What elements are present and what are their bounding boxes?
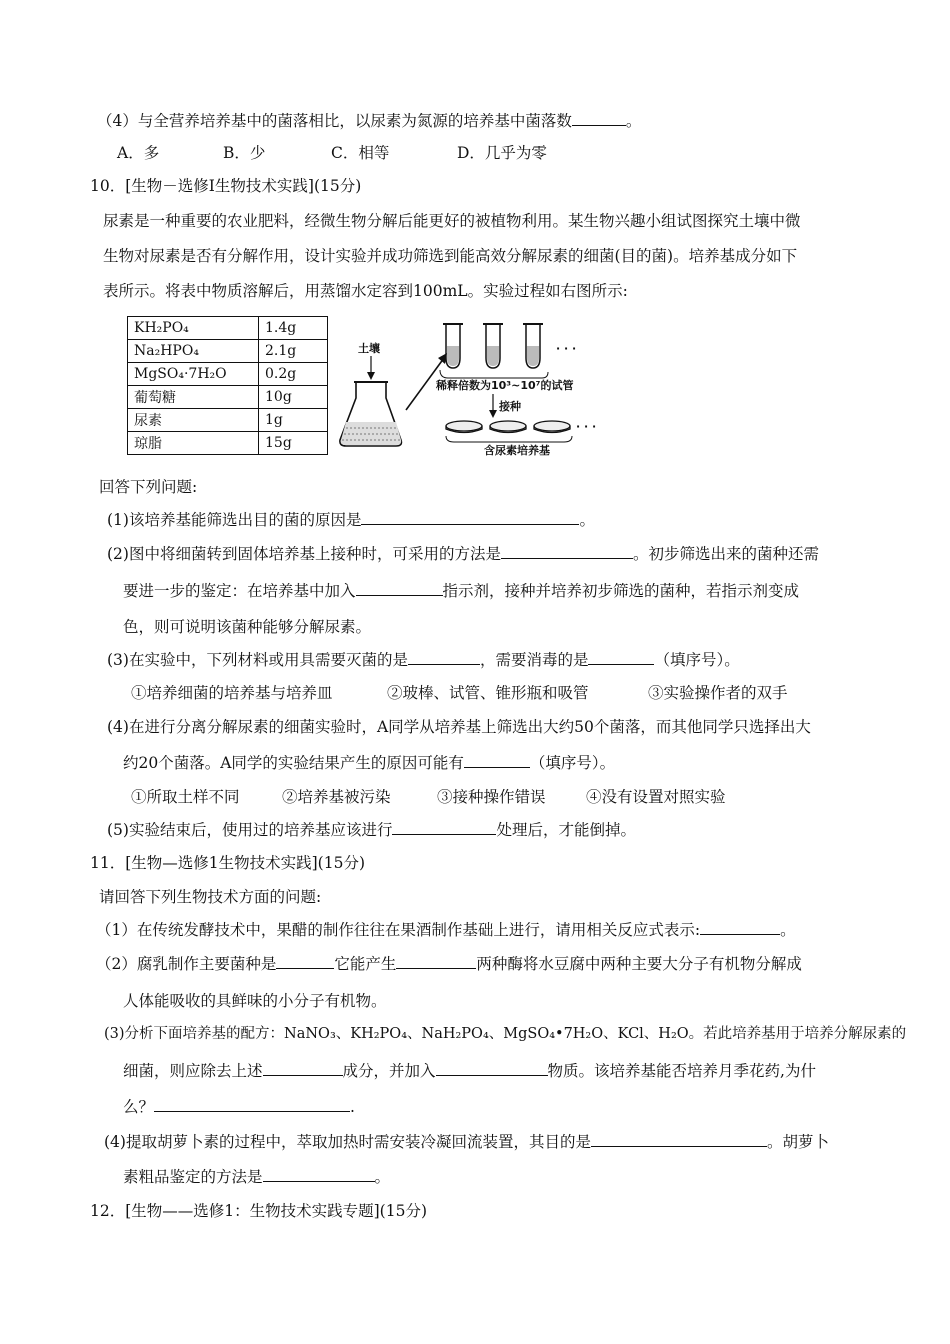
q10-sub2-text-c: 要进一步的鉴定：在培养基中加入 [123,582,356,600]
q11-sub3-line3 [123,1097,355,1117]
q11-sub2 [96,954,802,974]
soil-label: 土壤 [358,342,380,355]
table-row [128,317,328,340]
q10-sub5 [107,820,636,840]
q11-title: 11．[生物—选修1生物技术实践](15分) [90,854,365,872]
ellipsis-icon: · · · [556,342,577,355]
q11-sub4-text-c: 素粗品鉴定的方法是 [123,1168,263,1186]
q11-sub2-text-c: 两种酶将水豆腐中两种主要大分子有机物分解成 [476,955,802,973]
q9-part4-end: 。 [625,112,642,130]
experiment-diagram [336,318,608,458]
q10-sub4-line2 [123,753,615,773]
q11-sub3-text-e: 么？ [123,1098,155,1116]
answer-blank[interactable] [361,510,579,525]
answer-blank[interactable] [464,753,530,768]
inoculate-arrow-head [489,410,497,418]
option-a[interactable]: A．多 [117,144,160,162]
answer-blank[interactable] [572,111,626,126]
q11-sub1-end: 。 [780,921,796,939]
answer-blank[interactable] [392,820,496,835]
q10-sub3 [107,650,740,670]
q10-sub5-text: (5)实验结束后，使用过的培养基应该进行 [107,821,393,839]
q11-sub4-line2 [123,1167,390,1187]
table-cell-value: 2.1g [259,340,328,363]
answer-blank[interactable] [263,1061,343,1076]
q11-sub3-text-c: 成分，并加入 [342,1062,436,1080]
q10-intro-2: 生物对尿素是否有分解作用，设计实验并成功筛选到能高效分解尿素的细菌(目的菌)。培养基成分如下 [103,247,798,265]
q10-intro-1: 尿素是一种重要的农业肥料，经微生物分解后能更好的被植物利用。某生物兴趣小组试图探究土壤中微 [103,212,801,230]
answer-blank[interactable] [154,1097,350,1112]
table-cell-value: 1.4g [259,317,328,340]
q11-sub4-text-b: 。胡萝卜 [766,1133,829,1151]
experiment-figure [336,318,608,458]
petri-dish-icon [490,421,526,433]
answer-blank[interactable] [408,650,480,665]
table-row [128,409,328,432]
answer-blank[interactable] [436,1061,548,1076]
q10-sub3-text: (3)在实验中，下列材料或用具需要灭菌的是 [107,651,408,669]
option-2[interactable]: ②培养基被污染 [282,788,391,806]
q11-sub1-text: （1）在传统发酵技术中，果醋的制作往往在果酒制作基础上进行，请用相关反应式表示: [96,921,701,939]
q11-sub2-text-b: 它能产生 [334,955,397,973]
option-3[interactable]: ③接种操作错误 [437,788,546,806]
tube-bracket [440,370,548,378]
table-cell-name: MgSO₄·7H₂O [128,363,259,386]
table-cell-name: 尿素 [128,409,259,432]
medium-label: 含尿素培养基 [484,444,550,457]
table-cell-name: KH₂PO₄ [128,317,259,340]
q11-sub3-text-b: 细菌，则应除去上述 [123,1062,263,1080]
q10-sub4: (4)在进行分离分解尿素的细菌实验时，A同学从培养基上筛选出大约50个菌落，而其他同学只选择出大 [107,718,811,736]
answer-blank[interactable] [501,544,633,559]
answer-blank[interactable] [263,1167,375,1182]
petri-dish-icon [534,421,570,433]
q10-sub4-text-b: 约20个菌落。A同学的实验结果产生的原因可能有 [123,754,464,772]
q11-sub1 [96,920,796,940]
option-3[interactable]: ③实验操作者的双手 [648,684,788,702]
q10-sub2-line3: 色，则可说明该菌种能够分解尿素。 [123,618,372,636]
q10-sub3-text-c: （填序号）。 [654,651,740,669]
q11-sub4 [104,1132,829,1152]
flask-icon [340,382,402,446]
answer-blank[interactable] [276,954,334,969]
ellipsis-icon: · · · [576,420,597,433]
q11-sub3-end: . [350,1098,355,1116]
answer-blank[interactable] [591,1132,767,1147]
answer-prompt: 回答下列问题: [99,478,198,496]
q11-sub4-end: 。 [374,1168,391,1186]
q10-sub2 [107,544,819,564]
q12-title: 12．[生物——选修1：生物技术实践专题](15分) [90,1202,427,1220]
q11-sub2-line2: 人体能吸收的具鲜味的小分子有机物。 [123,992,387,1010]
petri-dish-icon [446,421,482,433]
option-b[interactable]: B．少 [223,144,266,162]
table-row [128,363,328,386]
option-4[interactable]: ④没有设置对照实验 [586,788,726,806]
q11-sub3-line2 [123,1061,816,1081]
q10-sub2-text: (2)图中将细菌转到固体培养基上接种时，可采用的方法是 [107,545,501,563]
table-row [128,340,328,363]
q11-sub3: (3)分析下面培养基的配方：NaNO₃、KH₂PO₄、NaH₂PO₄、MgSO₄•7H₂O、KCl、H₂O。若此培养基用于培养分解尿素的 [104,1026,907,1042]
q10-sub5-text-b: 处理后，才能倒掉。 [496,821,636,839]
test-tube-icon [523,324,543,368]
option-d[interactable]: D．几乎为零 [457,144,547,162]
answer-blank[interactable] [700,920,780,935]
q10-intro-3: 表所示。将表中物质溶解后，用蒸馏水定容到100mL。实验过程如右图所示: [103,282,628,300]
q10-sub4-text-c: （填序号）。 [529,754,616,772]
test-tube-icon [483,324,503,368]
answer-blank[interactable] [356,581,443,596]
q11-sub2-text: （2）腐乳制作主要菌种是 [96,955,277,973]
table-cell-name: Na₂HPO₄ [128,340,259,363]
medium-composition-table [127,316,328,455]
table-row [128,432,328,455]
q11-prompt: 请回答下列生物技术方面的问题: [99,888,322,906]
table-row [128,386,328,409]
q10-sub1-end: 。 [579,511,595,529]
q10-sub2-line2 [123,581,799,601]
dilution-label: 稀释倍数为10³~10⁷的试管 [436,379,574,392]
option-1[interactable]: ①培养细菌的培养基与培养皿 [131,684,333,702]
inoculate-label: 接种 [499,400,521,413]
answer-blank[interactable] [396,954,476,969]
q10-title: 10．[生物－选修Ⅰ生物技术实践](15分) [90,177,362,195]
table-cell-value: 0.2g [259,363,328,386]
table-cell-name: 琼脂 [128,432,259,455]
q10-sub3-text-b: ，需要消毒的是 [479,651,589,669]
option-1[interactable]: ①所取土样不同 [131,788,240,806]
q10-sub2-text-d: 指示剂，接种并培养初步筛选的菌种，若指示剂变成 [442,582,800,600]
option-c[interactable]: C．相等 [331,144,390,162]
q9-part4 [97,111,641,131]
table-cell-value: 10g [259,386,328,409]
q11-sub3-text-d: 物质。该培养基能否培养月季花药,为什 [547,1062,816,1080]
test-tube-icon [443,324,463,368]
q10-sub1-text: (1)该培养基能筛选出目的菌的原因是 [107,511,362,529]
q9-part4-text: （4）与全营养培养基中的菌落相比，以尿素为氮源的培养基中菌落数 [97,112,572,130]
q10-sub1 [107,510,595,530]
dish-bracket [446,436,572,442]
table-cell-value: 15g [259,432,328,455]
table-cell-value: 1g [259,409,328,432]
answer-blank[interactable] [588,650,654,665]
soil-arrow-head [367,372,375,380]
table-cell-name: 葡萄糖 [128,386,259,409]
q11-sub4-text: (4)提取胡萝卜素的过程中，萃取加热时需安装冷凝回流装置，其目的是 [104,1133,591,1151]
q10-sub2-text-b: 。初步筛选出来的菌种还需 [632,545,819,563]
option-2[interactable]: ②玻棒、试管、锥形瓶和吸管 [387,684,589,702]
